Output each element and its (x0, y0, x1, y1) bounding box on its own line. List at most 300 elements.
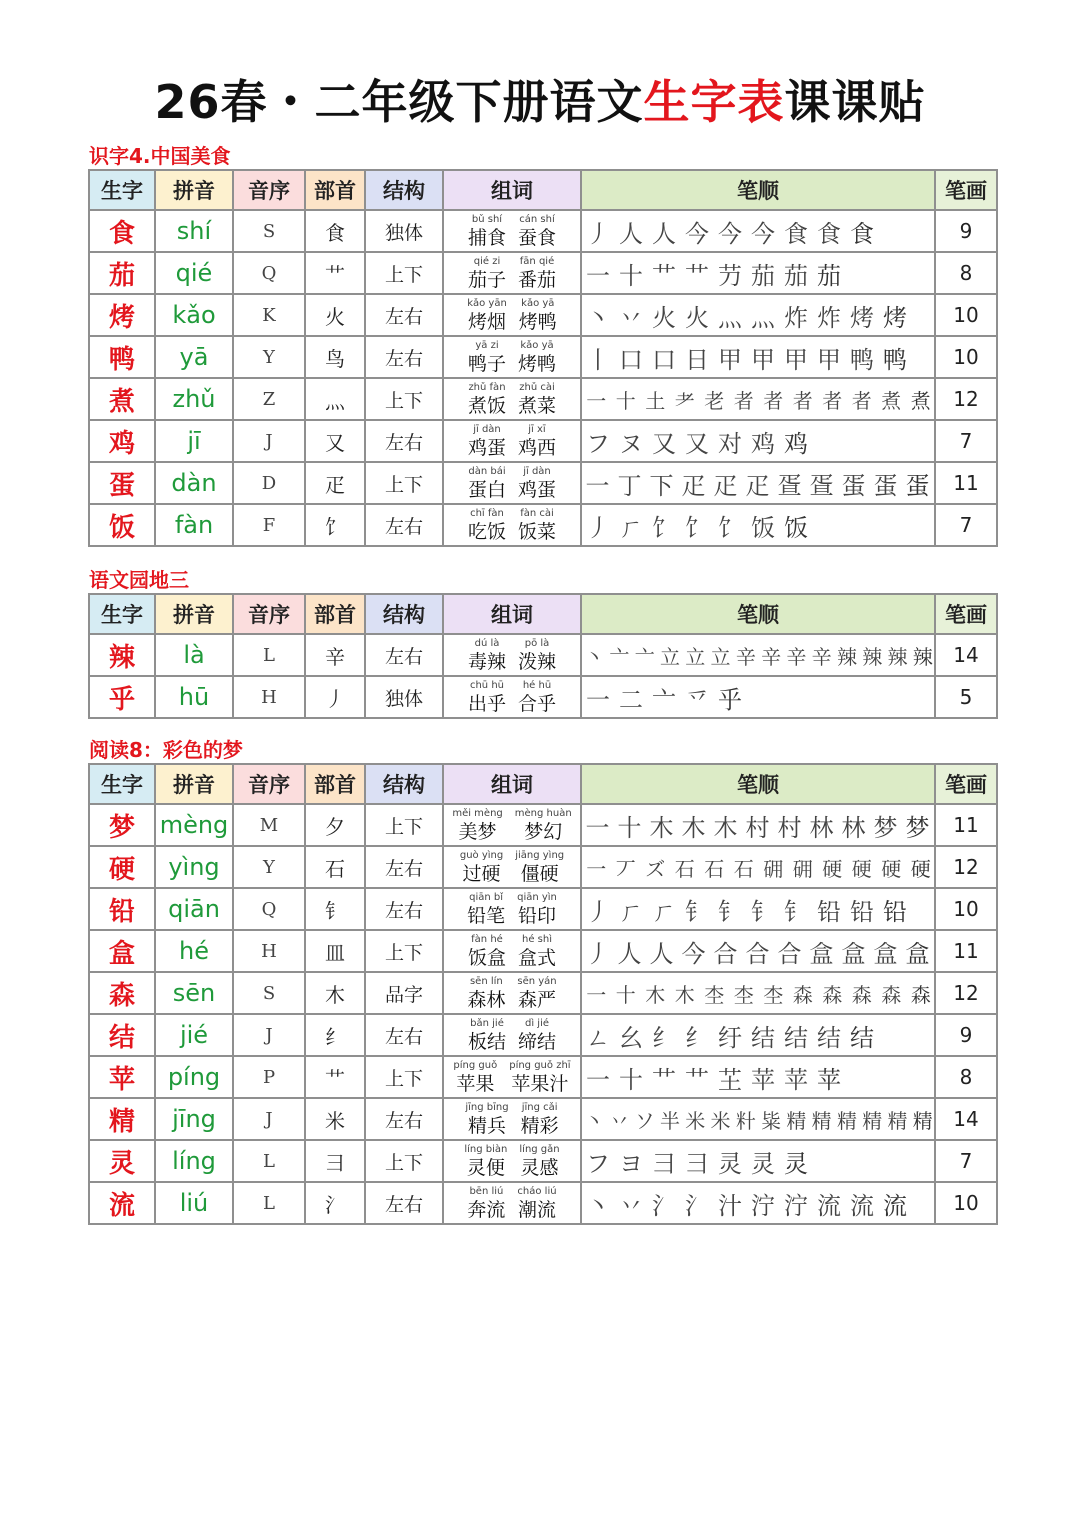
stroke-order-cell (581, 210, 935, 252)
stroke-step: 疍 (777, 471, 801, 500)
stroke-step: 丷 (609, 1108, 629, 1133)
words-cell (443, 252, 581, 294)
pinyin-cell: fàn (155, 504, 233, 546)
table-row (89, 888, 997, 930)
stroke-step: 半 (659, 1108, 679, 1133)
header-words: 组词 (443, 594, 581, 634)
words-cell (443, 378, 581, 420)
word-item (518, 1019, 556, 1052)
stroke-step: ㄥ (586, 1023, 609, 1052)
word-group (444, 977, 580, 1010)
stroke-sequence (582, 1060, 934, 1095)
word-text: 森林 (467, 988, 506, 1011)
stroke-step: 丿 (586, 897, 609, 926)
stroke-step: 耂 (674, 388, 694, 413)
stroke-step: 砽 (792, 856, 812, 881)
char-cell: 鸭 (89, 336, 155, 378)
word-item (468, 215, 506, 248)
stroke-step: 灵 (784, 1149, 807, 1178)
word-group (444, 1061, 580, 1094)
radical-cell: 钅 (305, 888, 365, 930)
stroke-step: 煮 (910, 388, 930, 413)
word-item (515, 809, 572, 842)
word-text: 灵感 (520, 1156, 559, 1179)
char-cell: 森 (89, 972, 155, 1014)
stroke-count-cell: 10 (935, 294, 997, 336)
word-item (468, 681, 506, 714)
word-pinyin: qiān yìn (517, 891, 557, 903)
word-text: 蚕食 (518, 226, 557, 249)
pinyin-cell: qié (155, 252, 233, 294)
structure-cell: 上下 (365, 462, 443, 504)
stroke-step: 结 (751, 1023, 774, 1052)
pinyin-cell: liú (155, 1182, 233, 1224)
word-pinyin: kǎo yā (520, 339, 554, 351)
word-text: 合乎 (518, 692, 557, 715)
stroke-step: 盒 (809, 939, 833, 968)
table-row (89, 1182, 997, 1224)
word-pinyin: hé shì (522, 933, 552, 945)
word-pinyin: dàn bái (468, 465, 506, 477)
word-item (468, 935, 506, 968)
words-cell (443, 846, 581, 888)
word-group (444, 851, 580, 884)
stroke-sequence (582, 508, 934, 543)
stroke-step: 一 (586, 856, 606, 881)
stroke-step: 丨 (586, 345, 609, 374)
stroke-step: 者 (792, 388, 812, 413)
stroke-step: 一 (585, 813, 609, 842)
radical-cell: 纟 (305, 1014, 365, 1056)
stroke-order-cell (581, 504, 935, 546)
header-char: 生字 (89, 764, 155, 804)
header-radical: 部首 (305, 764, 365, 804)
word-group (444, 681, 580, 714)
structure-cell: 左右 (365, 336, 443, 378)
header-count: 笔画 (935, 764, 997, 804)
stroke-step: 丶 (584, 1108, 604, 1133)
word-pinyin: zhǔ fàn (468, 381, 506, 393)
word-item (468, 509, 506, 542)
table-header-row (89, 764, 997, 804)
header-pinyin: 拼音 (155, 594, 233, 634)
word-text: 鸡蛋 (467, 436, 506, 459)
header-structure: 结构 (365, 764, 443, 804)
stroke-step: 亠 (609, 644, 629, 669)
word-text: 奔流 (467, 1198, 506, 1221)
stroke-sequence (582, 340, 934, 375)
stroke-step: 铅 (883, 897, 906, 926)
stroke-step: 饣 (718, 513, 741, 542)
word-group (444, 1103, 580, 1136)
word-group (444, 509, 580, 542)
stroke-step: 木 (645, 982, 665, 1007)
word-text: 鸡西 (518, 436, 557, 459)
structure-cell: 左右 (365, 846, 443, 888)
stroke-order-cell (581, 462, 935, 504)
stroke-step: 合 (777, 939, 801, 968)
words-cell (443, 1014, 581, 1056)
stroke-step: 精 (811, 1108, 831, 1133)
stroke-step: 今 (718, 219, 741, 248)
stroke-step: 硬 (822, 856, 842, 881)
sequence-cell: J (233, 420, 305, 462)
radical-cell: 鸟 (305, 336, 365, 378)
stroke-step: 木 (713, 813, 737, 842)
stroke-step: 饭 (784, 513, 807, 542)
stroke-order-cell (581, 1014, 935, 1056)
word-pinyin: píng guǒ (453, 1059, 498, 1071)
section-title: 阅读8：彩色的梦 (89, 738, 243, 762)
word-pinyin: sēn yán (517, 975, 557, 987)
words-cell (443, 1140, 581, 1182)
pinyin-cell: píng (155, 1056, 233, 1098)
stroke-step: 对 (718, 429, 741, 458)
char-cell: 煮 (89, 378, 155, 420)
stroke-step: 辣 (887, 644, 907, 669)
stroke-order-cell (581, 1056, 935, 1098)
stroke-sequence (582, 892, 934, 927)
word-text: 缔结 (518, 1030, 557, 1053)
stroke-step: 烤 (850, 303, 873, 332)
word-text: 烤鸭 (518, 352, 557, 375)
stroke-step: 硬 (910, 856, 930, 881)
table-row (89, 1014, 997, 1056)
stroke-count-cell: 12 (935, 378, 997, 420)
stroke-step: 丶 (584, 644, 604, 669)
structure-cell: 左右 (365, 294, 443, 336)
stroke-step: 精 (862, 1108, 882, 1133)
stroke-step: 木 (681, 813, 705, 842)
section-title: 语文园地三 (89, 568, 189, 592)
stroke-sequence (582, 853, 934, 882)
stroke-step: 一 (586, 388, 606, 413)
word-pinyin: bǔ shí (471, 213, 503, 225)
stroke-step: 彐 (685, 1149, 708, 1178)
word-pinyin: qié zi (473, 255, 501, 267)
char-table (88, 593, 998, 719)
sequence-cell: L (233, 634, 305, 676)
stroke-sequence (582, 385, 934, 414)
word-group (444, 467, 580, 500)
header-words: 组词 (443, 170, 581, 210)
stroke-step: 钅 (685, 897, 708, 926)
stroke-step: 十 (619, 261, 642, 290)
word-pinyin: jīng bīng (465, 1101, 509, 1113)
pinyin-cell: là (155, 634, 233, 676)
stroke-step: 人 (619, 219, 642, 248)
char-cell: 苹 (89, 1056, 155, 1098)
radical-cell: 彐 (305, 1140, 365, 1182)
word-text: 灵便 (466, 1156, 505, 1179)
stroke-step: フ (586, 429, 609, 458)
radical-cell: 石 (305, 846, 365, 888)
word-text: 饭菜 (518, 520, 557, 543)
stroke-step: 煮 (881, 388, 901, 413)
stroke-step: 疍 (809, 471, 833, 500)
word-item (518, 425, 556, 458)
stroke-step: 疋 (713, 471, 737, 500)
stroke-step: 疋 (745, 471, 769, 500)
stroke-step: 食 (850, 219, 873, 248)
word-text: 煮菜 (518, 394, 557, 417)
stroke-step: 木 (649, 813, 673, 842)
stroke-step: 立 (710, 644, 730, 669)
stroke-count-cell: 9 (935, 210, 997, 252)
stroke-step: ヨ (619, 1149, 642, 1178)
stroke-step: 结 (817, 1023, 840, 1052)
stroke-step: 辣 (912, 644, 932, 669)
word-group (444, 299, 580, 332)
title-prefix: 26春・二年级下册语文 (154, 75, 644, 129)
stroke-step: 丷 (619, 1191, 642, 1220)
stroke-step: 蛋 (841, 471, 865, 500)
words-cell (443, 888, 581, 930)
radical-cell: 饣 (305, 504, 365, 546)
word-text: 鸭子 (467, 352, 506, 375)
structure-cell: 上下 (365, 930, 443, 972)
stroke-step: 一 (586, 982, 606, 1007)
word-group (444, 257, 580, 290)
table-row (89, 1056, 997, 1098)
structure-cell: 上下 (365, 1056, 443, 1098)
stroke-step: 鸡 (751, 429, 774, 458)
word-pinyin: dì jié (525, 1017, 550, 1029)
stroke-step: 林 (809, 813, 833, 842)
stroke-step: 纟 (652, 1023, 675, 1052)
stroke-step: 丿 (586, 219, 609, 248)
header-strokes: 笔顺 (581, 170, 935, 210)
word-item (453, 1061, 497, 1094)
word-group (444, 935, 580, 968)
word-item (452, 809, 502, 842)
structure-cell: 左右 (365, 888, 443, 930)
stroke-step: 一 (586, 685, 609, 714)
structure-cell: 品字 (365, 972, 443, 1014)
stroke-step: ㄏ (619, 897, 642, 926)
word-pinyin: cháo liú (517, 1185, 557, 1197)
page-title (0, 66, 1080, 132)
word-text: 板结 (467, 1030, 506, 1053)
word-text: 铅笔 (467, 904, 506, 927)
word-item (518, 383, 556, 416)
radical-cell: 艹 (305, 1056, 365, 1098)
word-text: 铅印 (517, 904, 556, 927)
stroke-sequence (582, 256, 934, 291)
word-text: 番茄 (518, 268, 557, 291)
stroke-step: 甲 (784, 345, 807, 374)
stroke-step: 砽 (763, 856, 783, 881)
stroke-step: 丶 (586, 303, 609, 332)
stroke-order-cell (581, 294, 935, 336)
word-pinyin: yā zi (475, 339, 499, 351)
word-item (468, 639, 506, 672)
section-title: 识字4.中国美食 (89, 144, 231, 168)
stroke-step: 村 (745, 813, 769, 842)
words-cell (443, 336, 581, 378)
stroke-step: 灵 (751, 1149, 774, 1178)
stroke-count-cell: 14 (935, 1098, 997, 1140)
stroke-order-cell (581, 930, 935, 972)
stroke-step: フ (586, 1149, 609, 1178)
word-pinyin: dú là (474, 637, 500, 649)
word-text: 潮流 (517, 1198, 556, 1221)
stroke-step: 下 (649, 471, 673, 500)
word-text: 捕食 (467, 226, 506, 249)
word-item (517, 977, 556, 1010)
sequence-cell: S (233, 972, 305, 1014)
word-text: 过硬 (462, 862, 501, 885)
structure-cell: 上下 (365, 804, 443, 846)
header-structure: 结构 (365, 594, 443, 634)
structure-cell: 左右 (365, 634, 443, 676)
table-row (89, 378, 997, 420)
stroke-step: 村 (777, 813, 801, 842)
structure-cell: 上下 (365, 252, 443, 294)
word-item (468, 341, 506, 374)
pinyin-cell: sēn (155, 972, 233, 1014)
table-row (89, 462, 997, 504)
stroke-count-cell: 10 (935, 888, 997, 930)
stroke-step: 苹 (817, 1065, 840, 1094)
words-cell (443, 1056, 581, 1098)
word-pinyin: kǎo yān (467, 297, 507, 309)
words-cell (443, 634, 581, 676)
stroke-count-cell: 8 (935, 252, 997, 294)
table-row (89, 420, 997, 462)
stroke-step: 火 (652, 303, 675, 332)
stroke-step: 鸭 (850, 345, 873, 374)
word-pinyin: mèng huàn (514, 807, 572, 819)
stroke-step: 火 (685, 303, 708, 332)
word-item (509, 1061, 570, 1094)
word-group (444, 341, 580, 374)
radical-cell: 食 (305, 210, 365, 252)
stroke-step: 灵 (718, 1149, 741, 1178)
stroke-step: 乊 (685, 685, 708, 714)
word-text: 精兵 (467, 1114, 506, 1137)
char-cell: 蛋 (89, 462, 155, 504)
stroke-step: 汁 (718, 1191, 741, 1220)
word-item (517, 893, 557, 926)
header-count: 笔画 (935, 594, 997, 634)
word-pinyin: sēn lín (469, 975, 503, 987)
pinyin-cell: kǎo (155, 294, 233, 336)
sequence-cell: H (233, 676, 305, 718)
stroke-step: 今 (751, 219, 774, 248)
stroke-step: 老 (704, 388, 724, 413)
pinyin-cell: hé (155, 930, 233, 972)
stroke-step: 乎 (718, 685, 741, 714)
word-item (518, 341, 556, 374)
word-item (518, 639, 556, 672)
word-item (468, 1019, 506, 1052)
radical-cell: 火 (305, 294, 365, 336)
word-pinyin: měi mèng (452, 807, 503, 819)
stroke-step: 杢 (733, 982, 753, 1007)
stroke-step: 石 (674, 856, 694, 881)
stroke-step: 茄 (784, 261, 807, 290)
stroke-step: 丆 (615, 856, 635, 881)
word-pinyin: jīng cǎi (521, 1101, 558, 1113)
sequence-cell: K (233, 294, 305, 336)
header-count: 笔画 (935, 170, 997, 210)
stroke-step: 饣 (685, 513, 708, 542)
stroke-step: 土 (645, 388, 665, 413)
word-item (519, 299, 557, 332)
stroke-step: 一 (586, 1065, 609, 1094)
sequence-cell: P (233, 1056, 305, 1098)
stroke-step: 十 (617, 813, 641, 842)
stroke-step: 茄 (817, 261, 840, 290)
word-pinyin: hé hū (522, 679, 552, 691)
stroke-step: 石 (704, 856, 724, 881)
radical-cell: 灬 (305, 378, 365, 420)
stroke-sequence (582, 680, 934, 715)
pinyin-cell: líng (155, 1140, 233, 1182)
char-cell: 辣 (89, 634, 155, 676)
char-cell: 硬 (89, 846, 155, 888)
stroke-step: 铅 (817, 897, 840, 926)
header-strokes: 笔顺 (581, 764, 935, 804)
stroke-step: 艹 (652, 1065, 675, 1094)
header-seq: 音序 (233, 170, 305, 210)
word-group (444, 1019, 580, 1052)
char-cell: 精 (89, 1098, 155, 1140)
header-char: 生字 (89, 594, 155, 634)
word-text: 毒辣 (467, 650, 506, 673)
word-text: 吃饭 (467, 520, 506, 543)
word-item (518, 509, 556, 542)
stroke-step: 硬 (881, 856, 901, 881)
stroke-step: 合 (745, 939, 769, 968)
char-cell: 烤 (89, 294, 155, 336)
stroke-step: 苹 (784, 1065, 807, 1094)
stroke-step: 梦 (905, 813, 929, 842)
sequence-cell: Y (233, 846, 305, 888)
char-cell: 流 (89, 1182, 155, 1224)
char-cell: 食 (89, 210, 155, 252)
stroke-step: 又 (685, 429, 708, 458)
stroke-step: ズ (645, 856, 665, 881)
word-item (517, 1187, 556, 1220)
stroke-step: 茄 (751, 261, 774, 290)
word-pinyin: jī dàn (523, 465, 551, 477)
table-row (89, 1098, 997, 1140)
word-item (467, 977, 505, 1010)
stroke-step: 米 (710, 1108, 730, 1133)
word-text: 茄子 (467, 268, 506, 291)
stroke-step: 精 (912, 1108, 932, 1133)
stroke-count-cell: 8 (935, 1056, 997, 1098)
word-text: 泼辣 (518, 650, 557, 673)
stroke-step: 亠 (652, 685, 675, 714)
words-cell (443, 462, 581, 504)
word-item (468, 425, 506, 458)
radical-cell: 辛 (305, 634, 365, 676)
word-pinyin: líng biàn (464, 1143, 508, 1155)
radical-cell: 皿 (305, 930, 365, 972)
stroke-count-cell: 7 (935, 420, 997, 462)
sequence-cell: J (233, 1098, 305, 1140)
pinyin-cell: hū (155, 676, 233, 718)
stroke-order-cell (581, 1140, 935, 1182)
stroke-step: 饣 (652, 513, 675, 542)
char-cell: 茄 (89, 252, 155, 294)
stroke-step: 一 (586, 261, 609, 290)
stroke-step: 森 (792, 982, 812, 1007)
sequence-cell: Y (233, 336, 305, 378)
